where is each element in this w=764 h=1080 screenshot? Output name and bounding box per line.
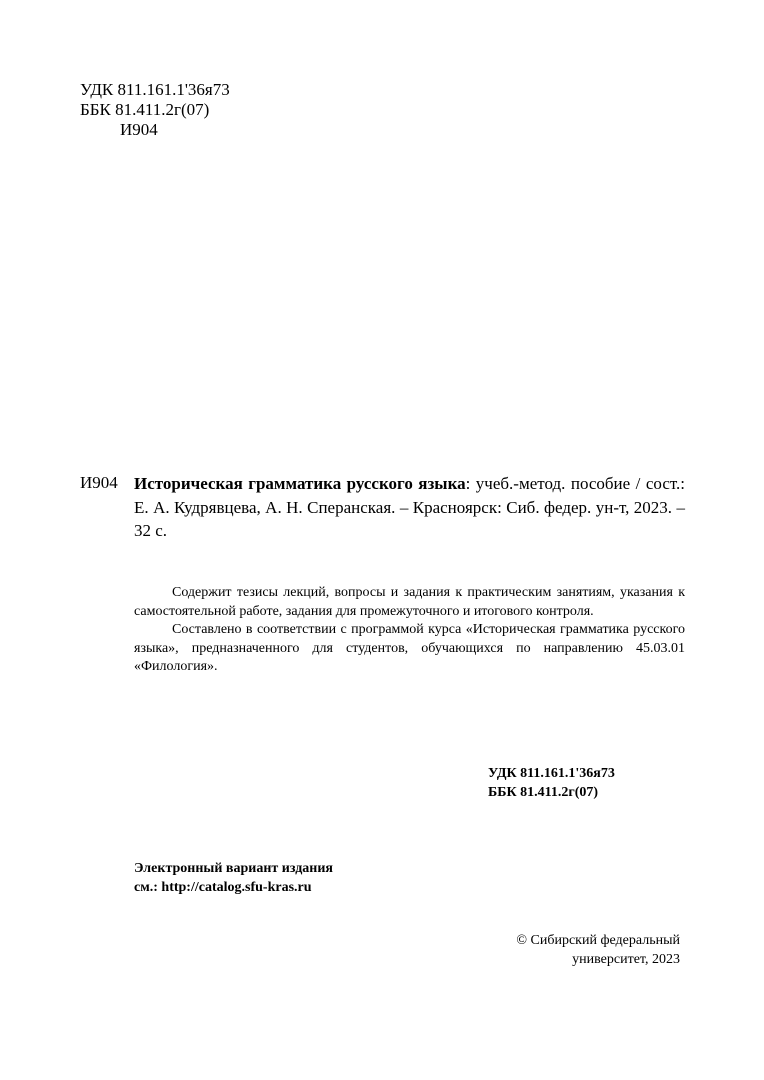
annotation-paragraph: Составлено в соответствии с программой курса «Историческая грамматика русского языка», предназначенного для студентов, обучающихся по направлению 45.03.01 «Филология». xyxy=(134,622,685,674)
bibliographic-details: : учеб.-метод. пособие / сост.: Е. А. Кудрявцева, А. Н. Сперанская. – Красноярск: Сиб. федер. ун-т, 2023. – 32 с. xyxy=(134,474,685,540)
bibliographic-author-mark: И904 xyxy=(80,473,118,492)
annotation xyxy=(134,584,685,677)
bibliographic-record xyxy=(134,472,685,543)
bbk-code: ББК 81.411.2г(07) xyxy=(80,100,210,119)
catalog-link[interactable]: см.: http://catalog.sfu-kras.ru xyxy=(134,880,312,895)
book-title: Историческая грамматика русского языка xyxy=(134,474,466,493)
udk-code: УДК 811.161.1'36я73 xyxy=(488,766,615,781)
copyright-notice xyxy=(460,931,680,969)
copyright-line: © Сибирский федеральный xyxy=(516,933,680,948)
copyright-line: университет, 2023 xyxy=(572,952,680,967)
bbk-code: ББК 81.411.2г(07) xyxy=(488,785,599,800)
udk-code: УДК 811.161.1'36я73 xyxy=(80,80,230,99)
electronic-version-note xyxy=(134,859,333,897)
electronic-version-label: Электронный вариант издания xyxy=(134,861,333,876)
author-mark: И904 xyxy=(120,120,158,139)
classification-header xyxy=(80,80,230,140)
annotation-paragraph: Содержит тезисы лекций, вопросы и задания к практическим занятиям, указания к самостоятельной работе, задания для промежуточного и итогового контроля. xyxy=(134,585,685,619)
classification-footer xyxy=(488,764,615,802)
